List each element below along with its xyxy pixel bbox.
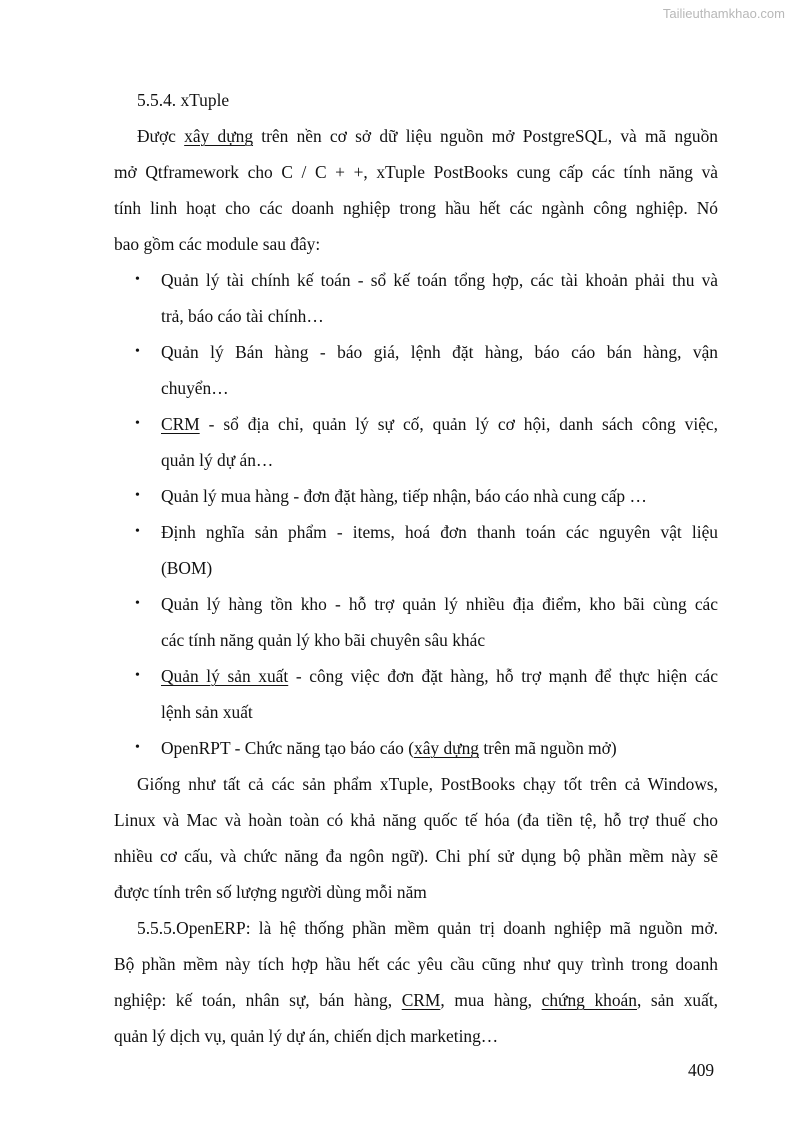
bullet-icon: • (135, 668, 140, 683)
para2-line4: được tính trên số lượng người dùng mỗi năm (114, 882, 427, 902)
list-item: Định nghĩa sản phẩm - items, hoá đơn thanh toán các nguyên vật liệu (161, 522, 718, 542)
list-item-cont: lệnh sản xuất (161, 702, 253, 722)
para3-line2: Bộ phần mềm này tích hợp hầu hết các yêu cầu cũng như quy trình trong doanh (114, 954, 718, 974)
list-item-cont: (BOM) (161, 558, 213, 578)
page-number: 409 (688, 1060, 715, 1080)
para1-line2: mở Qtframework cho C / C + +, xTuple PostBooks cung cấp các tính năng và (114, 162, 718, 182)
list-item: Quản lý hàng tồn kho - hỗ trợ quản lý nhiều địa điểm, kho bãi cùng các (161, 594, 718, 614)
list-item-cont: các tính năng quản lý kho bãi chuyên sâu khác (161, 630, 486, 650)
list-item-cont: trả, báo cáo tài chính… (161, 306, 324, 326)
list-item: Quản lý sản xuất - công việc đơn đặt hàng, hỗ trợ mạnh để thực hiện các (161, 666, 718, 686)
list-item: Quản lý Bán hàng - báo giá, lệnh đặt hàng, báo cáo bán hàng, vận (161, 342, 718, 362)
link-xay-dung-2[interactable]: xây dựng (414, 738, 479, 758)
list-item: Quản lý mua hàng - đơn đặt hàng, tiếp nhận, báo cáo nhà cung cấp … (161, 486, 647, 506)
link-xay-dung[interactable]: xây dựng (184, 126, 254, 146)
para1-line3: tính linh hoạt cho các doanh nghiệp trong hầu hết các ngành công nghiệp. Nó (114, 198, 718, 218)
bullet-icon: • (135, 596, 140, 611)
bullet-icon: • (135, 488, 140, 503)
section-heading: 5.5.4. xTuple (137, 90, 230, 110)
bullet-icon: • (135, 272, 140, 287)
para2-line2: Linux và Mac và hoàn toàn có khả năng quốc tế hóa (đa tiền tệ, hỗ trợ thuế cho (114, 810, 718, 830)
watermark: Tailieuthamkhao.com (662, 6, 785, 21)
para1-line4: bao gồm các module sau đây: (114, 234, 321, 254)
para3-line3: nghiệp: kế toán, nhân sự, bán hàng, CRM, mua hàng, chứng khoán, sản xuất, (114, 990, 719, 1010)
link-chung-khoan[interactable]: chứng khoán (541, 990, 637, 1010)
bullet-icon: • (135, 524, 140, 539)
link-quan-ly-san-xuat[interactable]: Quản lý sản xuất (161, 666, 289, 686)
link-crm[interactable]: CRM (161, 414, 200, 434)
list-item: Quản lý tài chính kế toán - sổ kế toán tổng hợp, các tài khoản phải thu và (161, 270, 718, 290)
para3-line1: 5.5.5.OpenERP: là hệ thống phần mềm quản trị doanh nghiệp mã nguồn mở. (137, 918, 718, 938)
para2-line1: Giống như tất cả các sản phẩm xTuple, PostBooks chạy tốt trên cả Windows, (137, 774, 718, 794)
link-crm-2[interactable]: CRM (401, 990, 441, 1010)
bullet-icon: • (135, 416, 140, 431)
para2-line3: nhiều cơ cấu, và chức năng đa ngôn ngữ). Chi phí sử dụng bộ phần mềm này sẽ (114, 846, 718, 866)
list-item-cont: quản lý dự án… (161, 450, 274, 470)
bullet-icon: • (135, 740, 140, 755)
list-item: CRM - sổ địa chỉ, quản lý sự cố, quản lý cơ hội, danh sách công việc, (161, 414, 718, 434)
list-item: OpenRPT - Chức năng tạo báo cáo (xây dựng trên mã nguồn mở) (161, 738, 617, 758)
para3-line4: quản lý dịch vụ, quản lý dự án, chiến dịch marketing… (114, 1026, 499, 1046)
para1-line1: Được xây dựng trên nền cơ sở dữ liệu nguồn mở PostgreSQL, và mã nguồn (137, 126, 718, 146)
list-item-cont: chuyển… (161, 378, 229, 398)
bullet-icon: • (135, 344, 140, 359)
